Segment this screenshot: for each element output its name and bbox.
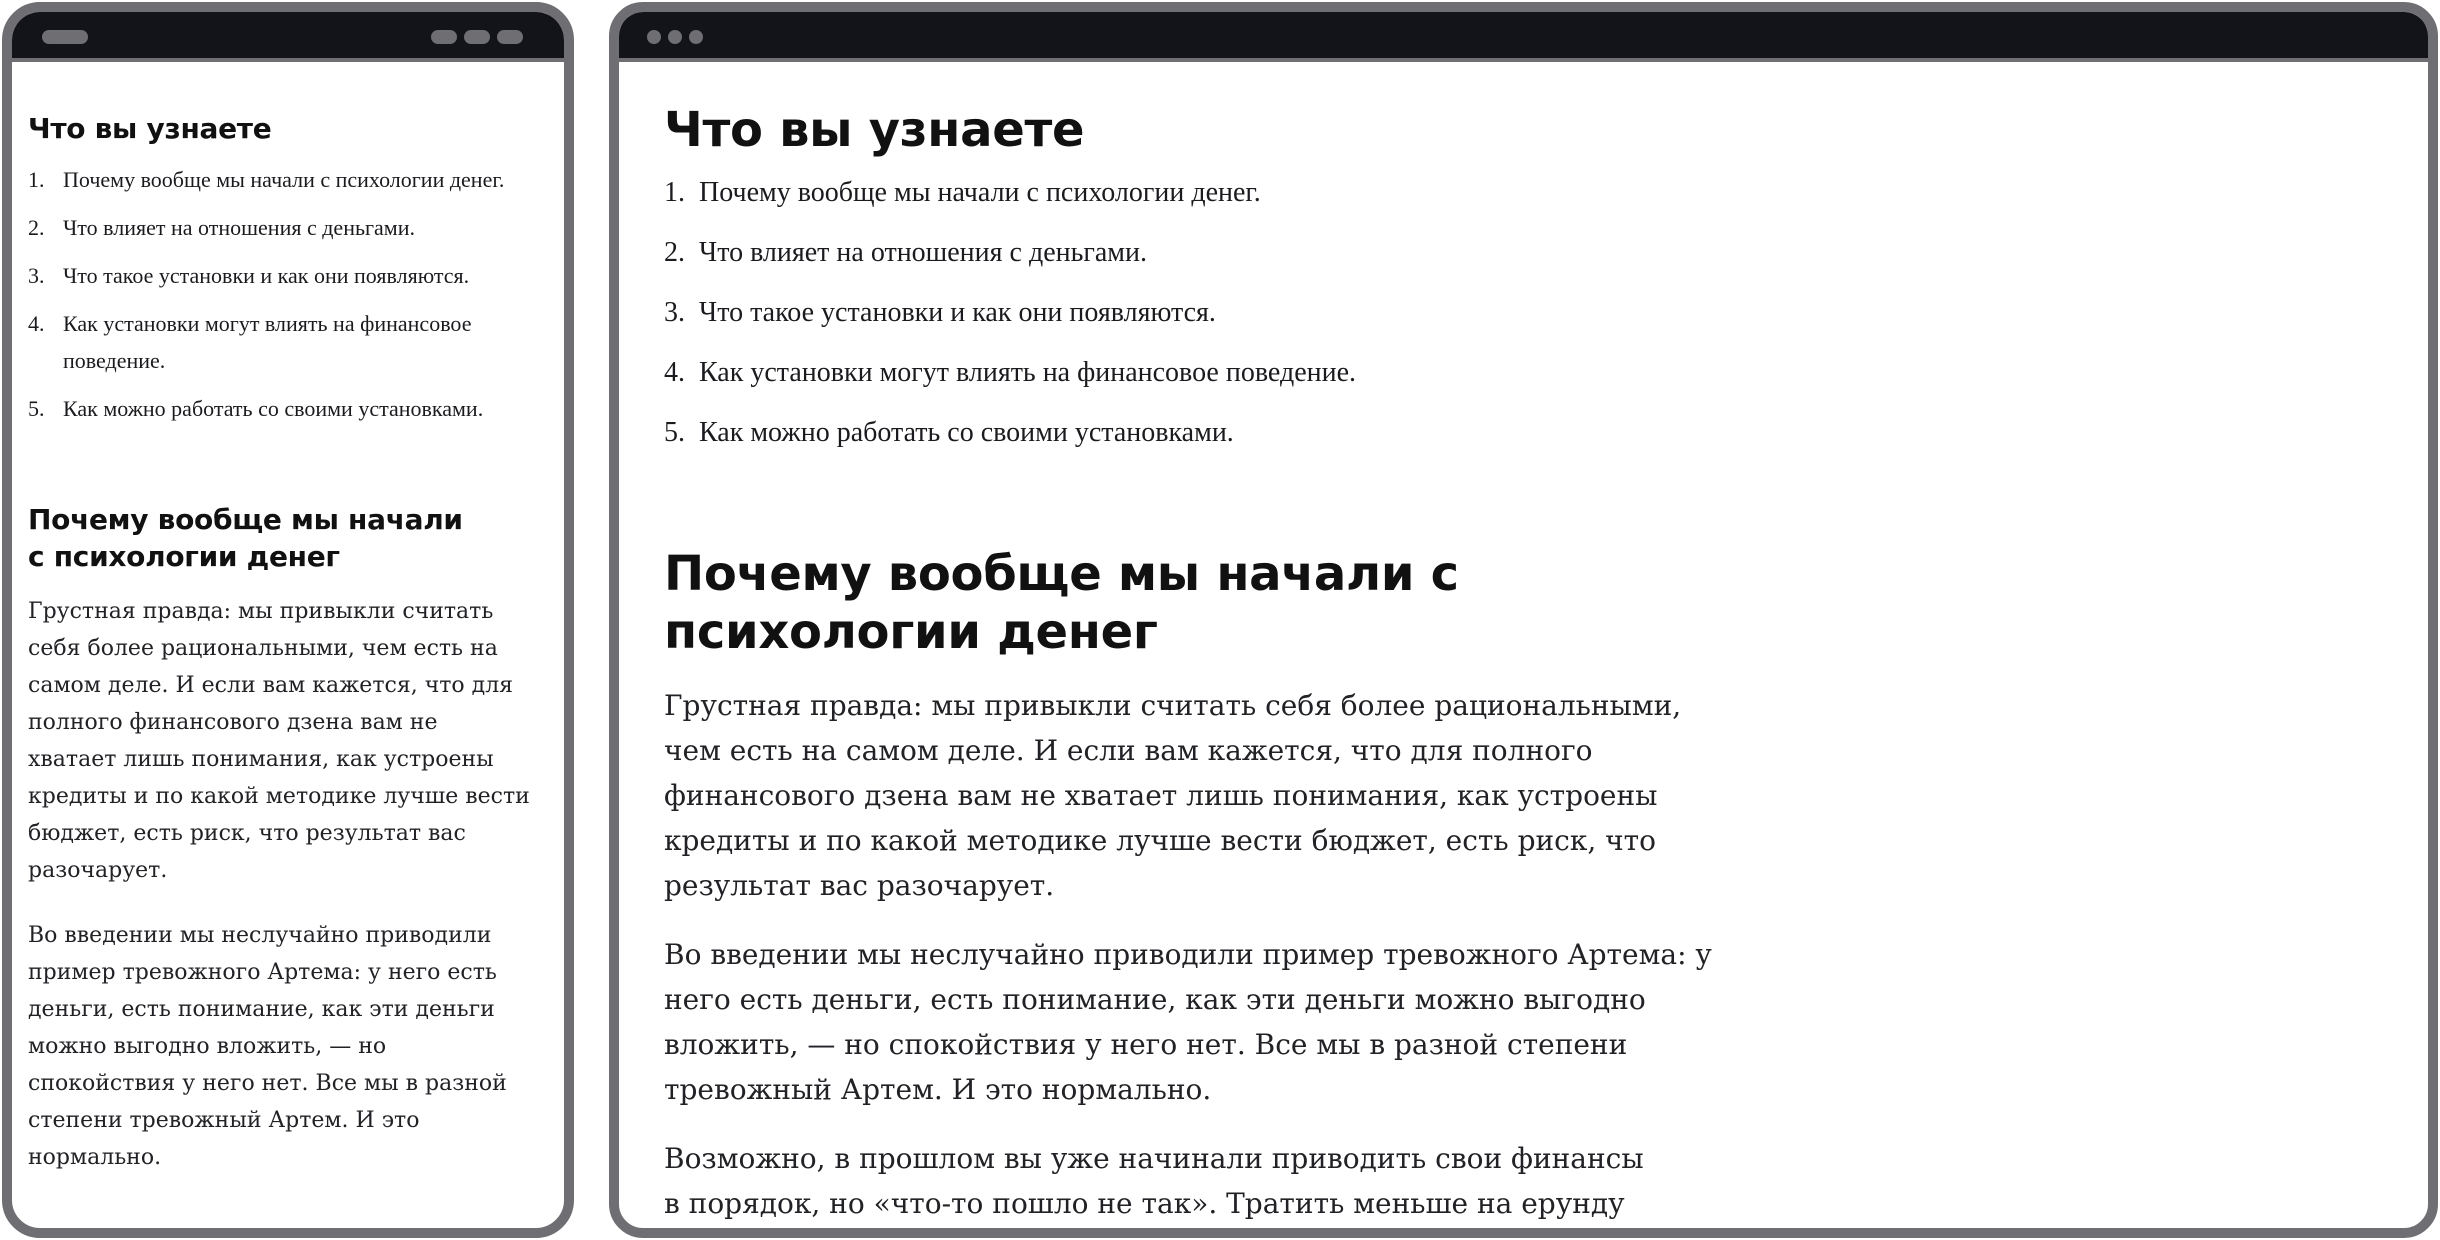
list-item-text: Что такое установки и как они появляются.	[699, 297, 1216, 328]
list-item-text: Как можно работать со своими установками.	[699, 417, 1234, 448]
mobile-status-indicator	[431, 30, 457, 44]
list-item-text: Как можно работать со своими установками.	[63, 396, 484, 421]
list-item	[664, 230, 1719, 275]
list-item-text: Что такое установки и как они появляются.	[63, 263, 470, 288]
list-item-number: 3.	[664, 297, 685, 328]
section-heading: Почему вообще мы начали с психологии денег	[664, 546, 1459, 660]
learn-heading: Что вы узнаете	[664, 102, 1085, 158]
mobile-status-bar	[12, 12, 564, 62]
mobile-device-frame	[2, 2, 574, 1238]
list-item-text: Почему вообще мы начали с психологии денег.	[699, 177, 1261, 208]
list-item	[28, 305, 532, 379]
list-item-number: 2.	[28, 215, 45, 240]
mobile-status-indicator	[464, 30, 490, 44]
paragraph: Во введении мы неслучайно приводили пример тревожного Артема: у него есть деньги, есть понимание, как эти деньги можно выгодно вложить, — но спокойствия у него нет. Все мы в разной степени тревожный Артем. И это нормально.	[28, 923, 507, 1170]
list-item-text: Почему вообще мы начали с психологии денег.	[63, 167, 505, 192]
desktop-article	[619, 62, 1719, 1226]
list-item-number: 1.	[28, 167, 45, 192]
list-item	[28, 390, 532, 427]
list-item	[664, 170, 1719, 215]
browser-title-bar	[619, 12, 2428, 62]
paragraph: Грустная правда: мы привыкли считать себя более рациональными, чем есть на самом деле. И если вам кажется, что для полного финансового дзена вам не хватает лишь понимания, как устроены кредиты и по какой методике лучше вести бюджет, есть риск, что результат вас разочарует.	[664, 689, 1682, 902]
list-item-number: 3.	[28, 263, 45, 288]
paragraph: Во введении мы неслучайно приводили пример тревожного Артема: у него есть деньги, есть понимание, как эти деньги можно выгодно вложить, — но спокойствия у него нет. Все мы в разной степени тревожный Артем. И это нормально.	[664, 938, 1712, 1106]
window-minimize-dot[interactable]	[668, 30, 682, 44]
list-item	[664, 350, 1719, 395]
list-item-text: Как установки могут влиять на финансовое поведение.	[63, 311, 472, 373]
desktop-browser-frame	[609, 2, 2438, 1238]
list-item-number: 5.	[664, 417, 685, 448]
list-item-text: Что влияет на отношения с деньгами.	[63, 215, 415, 240]
list-item-number: 5.	[28, 396, 45, 421]
section-heading: Почему вообще мы начали с психологии денег	[28, 503, 463, 573]
learn-list	[664, 170, 1719, 455]
paragraph: Возможно, в прошлом вы уже начинали приводить свои финансы в порядок, но «что-то пошло не так». Тратить меньше на ерунду	[664, 1142, 1644, 1220]
learn-list	[28, 161, 532, 427]
list-item-number: 1.	[664, 177, 685, 208]
list-item-text: Как установки могут влиять на финансовое поведение.	[699, 357, 1357, 388]
window-maximize-dot[interactable]	[689, 30, 703, 44]
window-close-dot[interactable]	[647, 30, 661, 44]
list-item-text: Что влияет на отношения с деньгами.	[699, 237, 1147, 268]
paragraph: Грустная правда: мы привыкли считать себя более рациональными, чем есть на самом деле. И если вам кажется, что для полного финансового дзена вам не хватает лишь понимания, как устроены кредиты и по какой методике лучше вести бюджет, есть риск, что результат вас разочарует.	[28, 599, 530, 883]
list-item	[28, 209, 532, 246]
list-item	[664, 410, 1719, 455]
learn-heading: Что вы узнаете	[28, 112, 272, 145]
mobile-camera-notch	[42, 30, 88, 44]
list-item-number: 2.	[664, 237, 685, 268]
list-item	[664, 290, 1719, 335]
list-item-number: 4.	[28, 311, 45, 336]
mobile-status-indicator	[497, 30, 523, 44]
mobile-article	[12, 62, 532, 1176]
list-item	[28, 257, 532, 294]
list-item-number: 4.	[664, 357, 685, 388]
list-item	[28, 161, 532, 198]
